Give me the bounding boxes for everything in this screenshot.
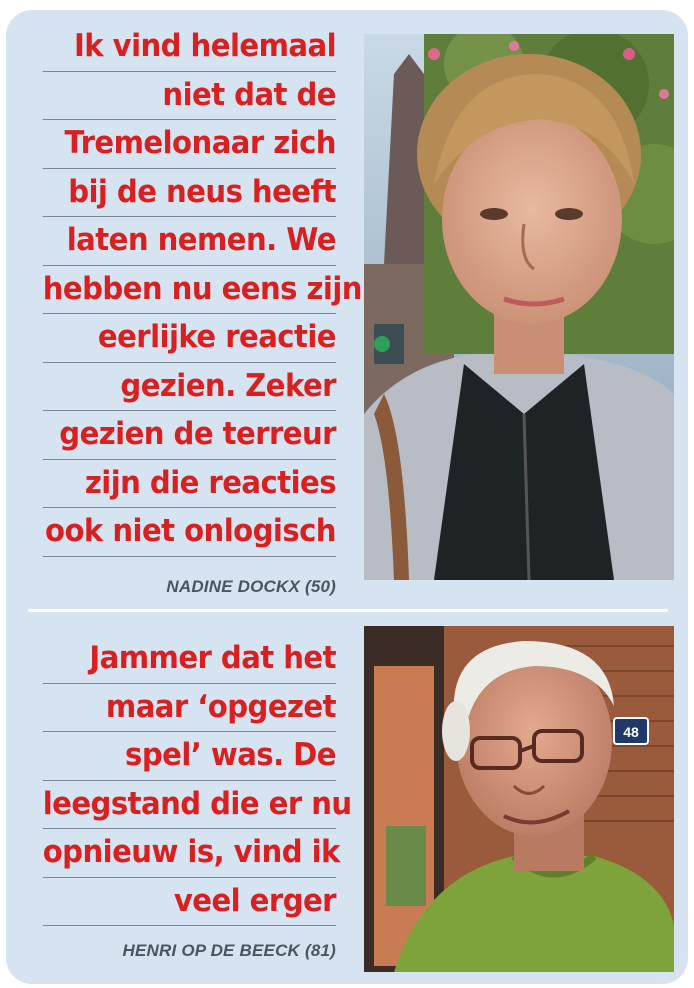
quote-line: veel erger xyxy=(43,878,336,927)
quote-line: leegstand die er nu xyxy=(43,781,336,830)
speaker-name: HENRI OP DE BEECK (81) xyxy=(122,941,336,960)
section-divider xyxy=(28,609,668,612)
quote-line: Ik vind helemaal xyxy=(43,23,336,72)
quote-line: laten nemen. We xyxy=(43,217,336,266)
quote-line: eerlijke reactie xyxy=(43,314,336,363)
quote-line: spel’ was. De xyxy=(43,732,336,781)
quote-line: gezien. Zeker xyxy=(43,363,336,412)
quote-line: Tremelonaar zich xyxy=(43,120,336,169)
quote-line: bij de neus heeft xyxy=(43,169,336,218)
quote-line: niet dat de xyxy=(43,72,336,121)
speaker-name: NADINE DOCKX (50) xyxy=(166,577,336,596)
quote-henri xyxy=(24,635,352,960)
quote-line: gezien de terreur xyxy=(43,411,336,460)
quote-line: maar ‘opgezet xyxy=(43,684,336,733)
house-number: 48 xyxy=(623,724,639,740)
quote-line: zijn die reacties xyxy=(43,460,336,509)
quote-line: Jammer dat het xyxy=(43,635,336,684)
quote-nadine xyxy=(24,23,362,596)
quote-line: ook niet onlogisch xyxy=(43,508,336,557)
quote-panel xyxy=(6,10,688,984)
photo-henri-op-de-beeck xyxy=(364,626,674,972)
quote-line: hebben nu eens zijn xyxy=(43,266,336,315)
photo-nadine-dockx xyxy=(364,34,674,580)
quote-line: opnieuw is, vind ik xyxy=(43,829,336,878)
